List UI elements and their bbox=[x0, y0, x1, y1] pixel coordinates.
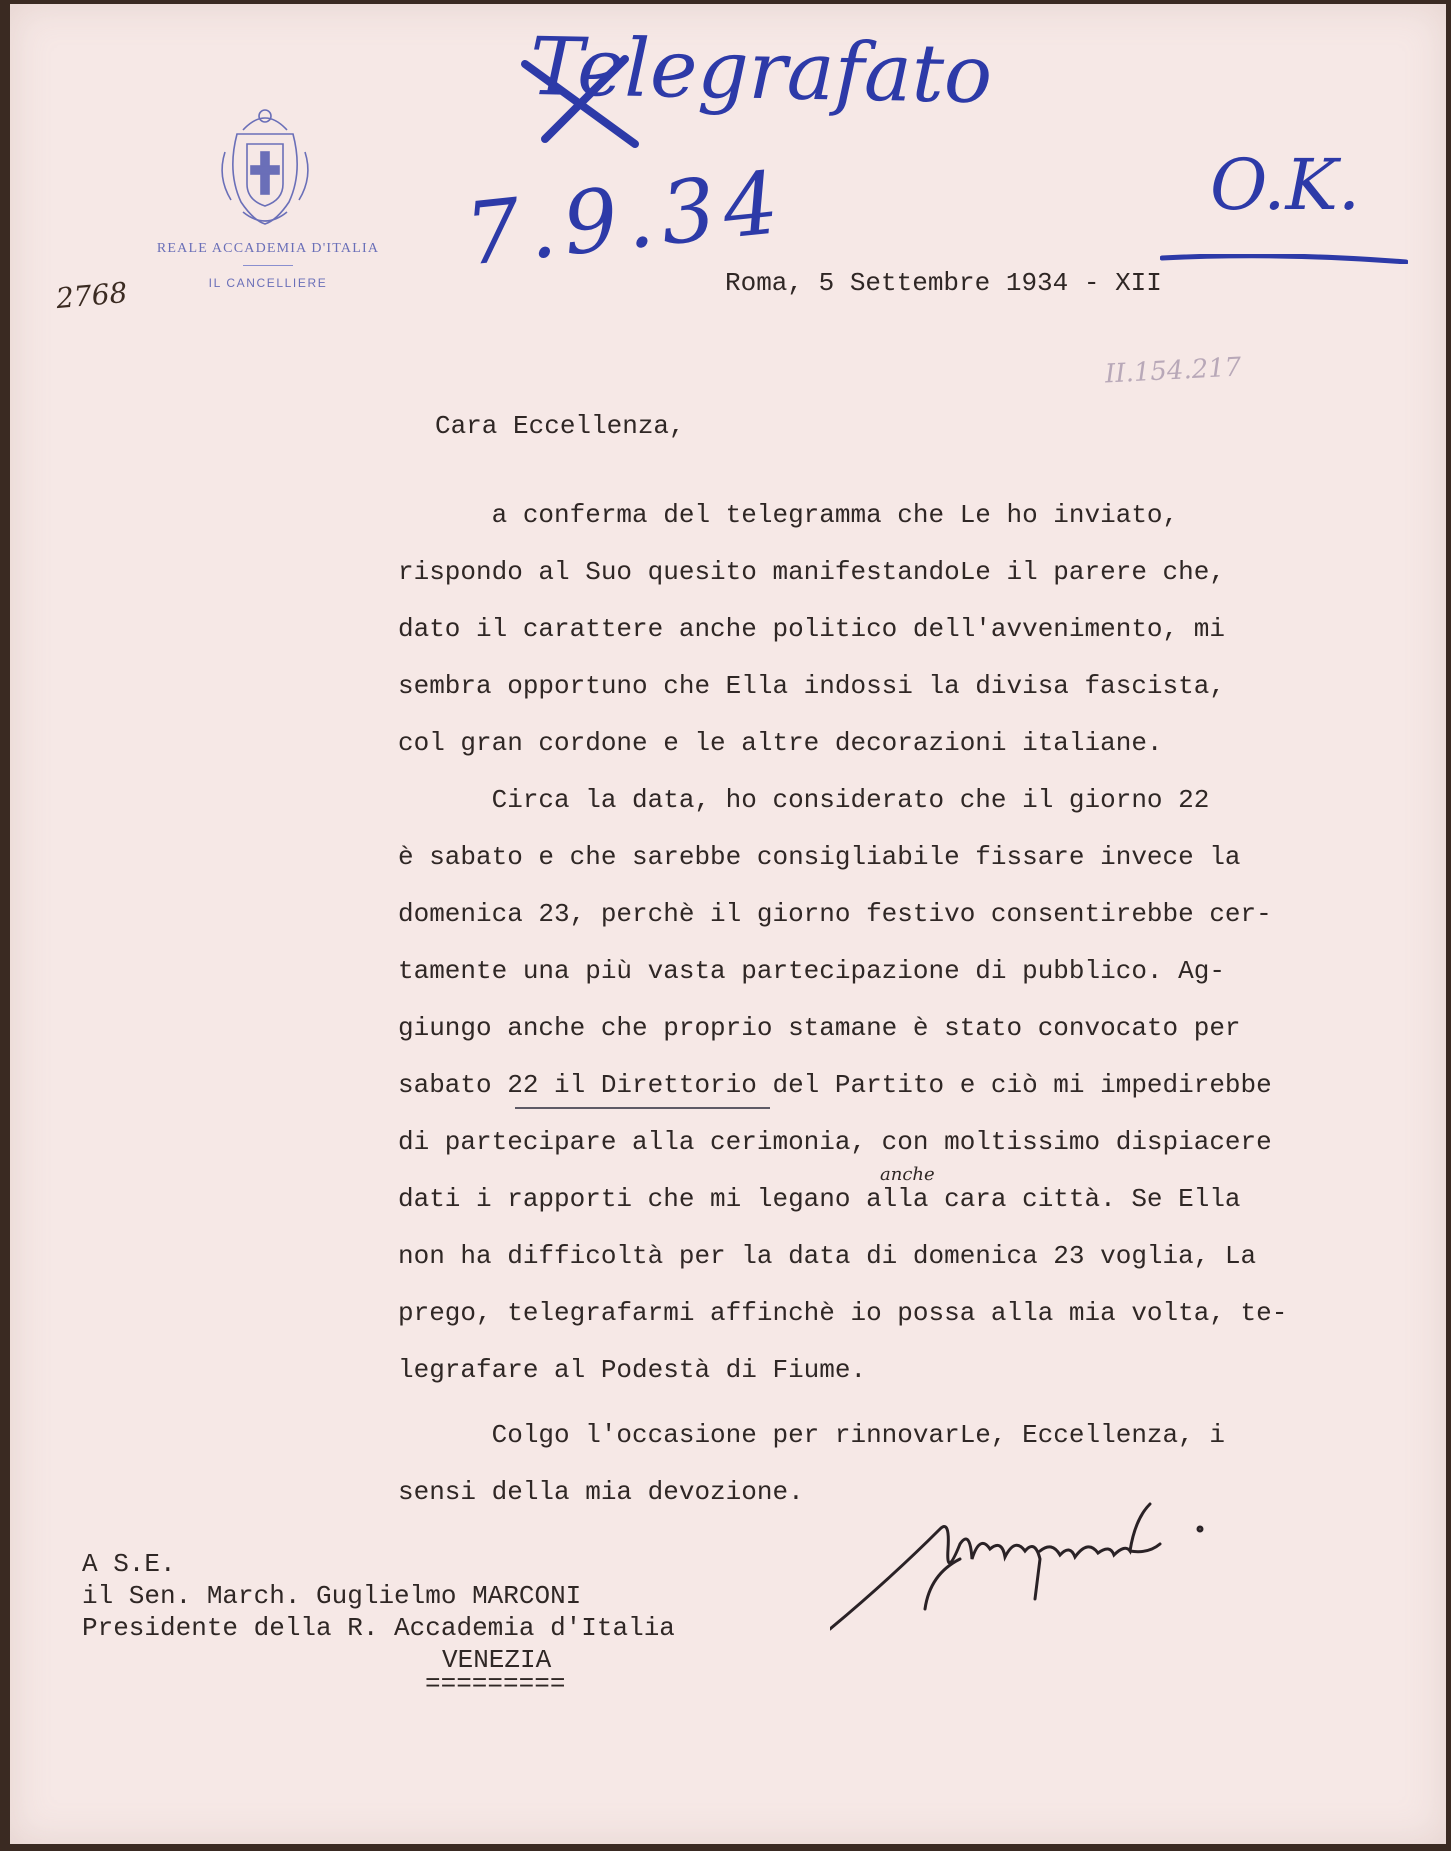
address-line: il Sen. March. Guglielmo MARCONI bbox=[82, 1581, 582, 1611]
body-line: Colgo l'occasione per rinnovarLe, Eccellenza, i bbox=[398, 1420, 1225, 1450]
body-line: tamente una più vasta partecipazione di pubblico. Ag- bbox=[398, 956, 1225, 986]
address-city: VENEZIA bbox=[442, 1645, 552, 1675]
telegrafato-annotation: Telegrafato bbox=[529, 19, 993, 122]
body-line: rispondo al Suo quesito manifestandoLe il parere che, bbox=[398, 557, 1225, 587]
body-line: non ha difficoltà per la data di domenica 23 voglia, La bbox=[398, 1241, 1257, 1271]
savoy-crest-icon bbox=[213, 102, 317, 230]
body-line: domenica 23, perchè il giorno festivo consentirebbe cer- bbox=[398, 899, 1272, 929]
body-line: a conferma del telegramma che Le ho inviato, bbox=[398, 500, 1179, 530]
body-line: è sabato e che sarebbe consigliabile fissare invece la bbox=[398, 842, 1241, 872]
body-line: dati i rapporti che mi legano alla cara città. Se Ella bbox=[398, 1184, 1241, 1214]
letter-page bbox=[10, 4, 1446, 1844]
body-line: giungo anche che proprio stamane è stato convocato per bbox=[398, 1013, 1241, 1043]
body-line: legrafare al Podestà di Fiume. bbox=[398, 1355, 867, 1385]
body-line: sabato 22 il Direttorio del Partito e ciò mi impedirebbe bbox=[398, 1070, 1272, 1100]
address-line: A S.E. bbox=[82, 1549, 176, 1579]
archive-code: II.154.217 bbox=[1104, 352, 1243, 390]
letterhead-organization: REALE ACCADEMIA D'ITALIA bbox=[156, 241, 380, 256]
body-line: di partecipare alla cerimonia, con moltissimo dispiacere bbox=[398, 1127, 1272, 1157]
letter-date: Roma, 5 Settembre 1934 - XII bbox=[725, 268, 1162, 298]
letterhead-role: IL CANCELLIERE bbox=[208, 276, 328, 290]
address-line: Presidente della R. Accademia d'Italia bbox=[82, 1613, 675, 1643]
ok-annotation: O.K. bbox=[1210, 144, 1361, 226]
body-line: dato il carattere anche politico dell'avvenimento, mi bbox=[398, 614, 1225, 644]
body-line: sembra opportuno che Ella indossi la divisa fascista, bbox=[398, 671, 1225, 701]
address-rule: ========= bbox=[425, 1669, 566, 1699]
file-number: 2768 bbox=[54, 275, 129, 316]
body-line: prego, telegrafarmi affinchè io possa alla mia volta, te- bbox=[398, 1298, 1288, 1328]
body-line: col gran cordone e le altre decorazioni italiane. bbox=[398, 728, 1163, 758]
underline-mark bbox=[515, 1107, 770, 1109]
handwritten-date: 7.9.34 bbox=[460, 152, 791, 286]
body-line: sensi della mia devozione. bbox=[398, 1477, 804, 1507]
body-line: Circa la data, ho considerato che il giorno 22 bbox=[398, 785, 1210, 815]
insertion-anche: anche bbox=[880, 1164, 935, 1185]
ok-underline bbox=[1160, 254, 1408, 264]
letterhead-divider bbox=[243, 265, 293, 266]
greeting: Cara Eccellenza, bbox=[435, 411, 685, 441]
